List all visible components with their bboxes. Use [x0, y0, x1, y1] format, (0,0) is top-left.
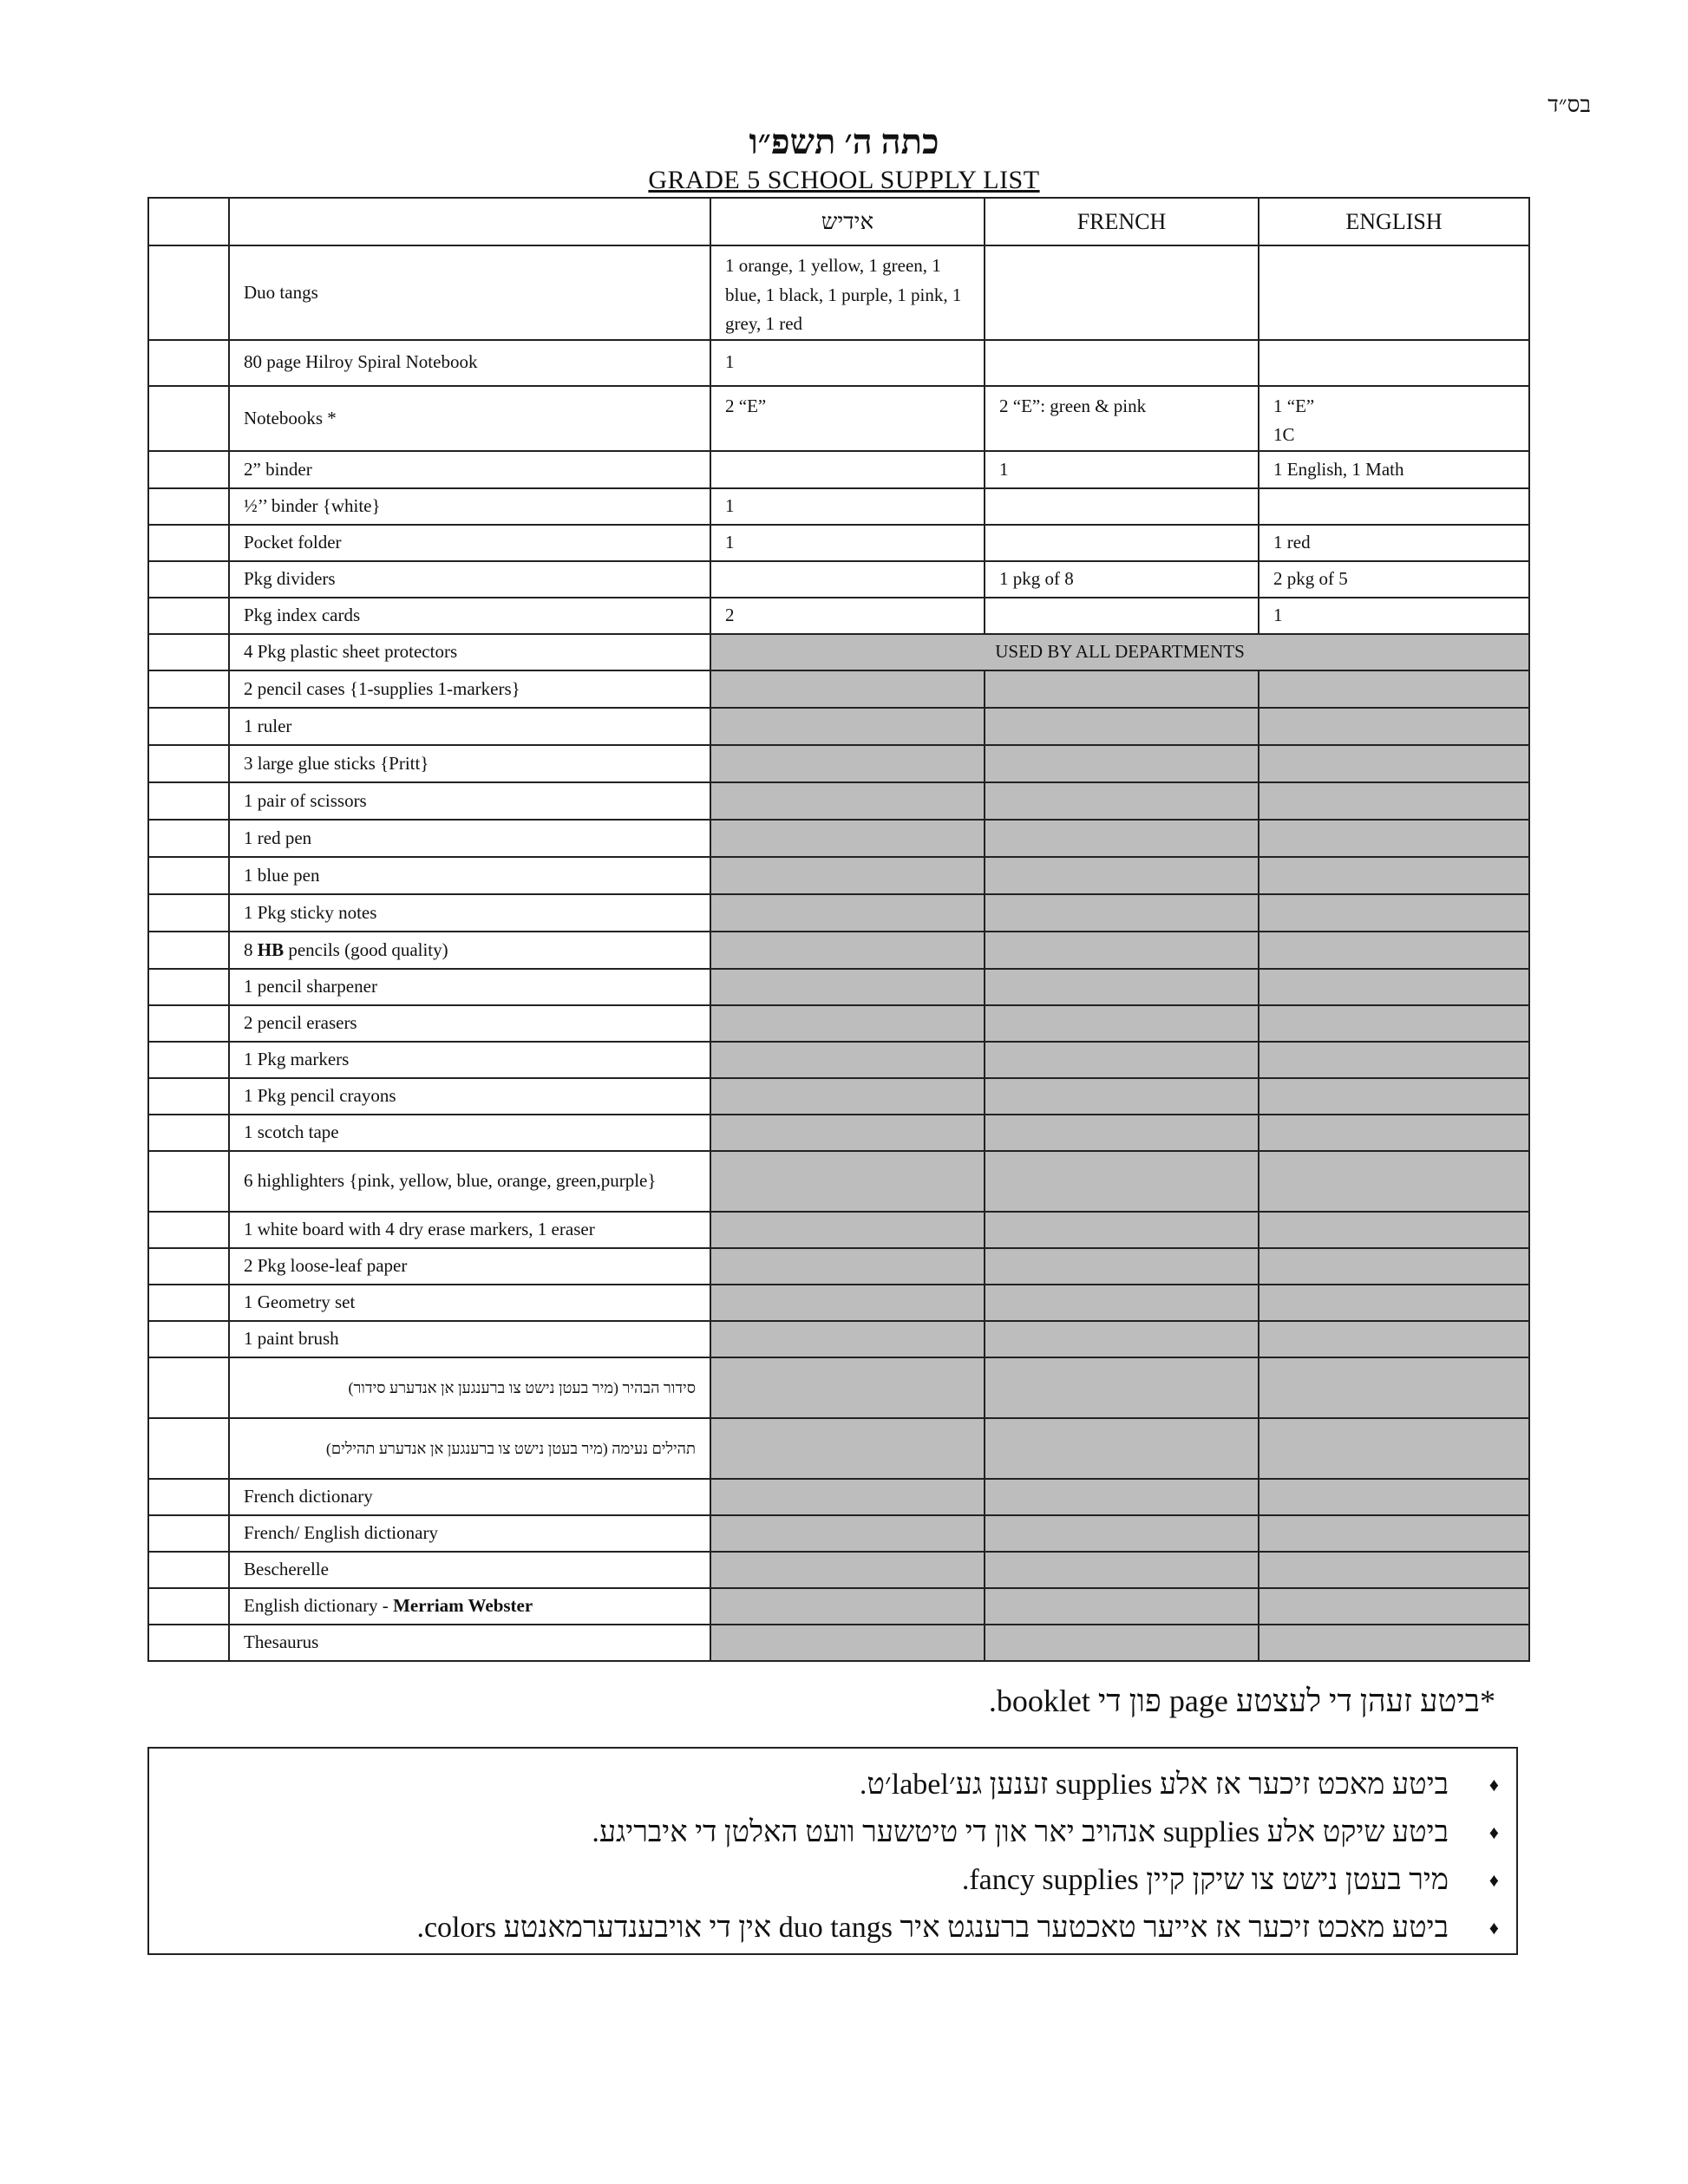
check-cell	[148, 857, 229, 894]
french-cell: 2 “E”: green & pink	[985, 386, 1259, 451]
check-cell	[148, 1005, 229, 1042]
check-cell	[148, 488, 229, 525]
english-cell	[1259, 670, 1529, 708]
english-cell	[1259, 1078, 1529, 1115]
french-cell	[985, 820, 1259, 857]
check-cell	[148, 1115, 229, 1151]
table-row	[148, 1285, 1529, 1321]
english-title: GRADE 5 SCHOOL SUPPLY LIST	[648, 166, 1040, 194]
item-cell: 3 large glue sticks {Pritt}	[229, 745, 710, 782]
check-cell	[148, 1212, 229, 1248]
item-cell: תהילים נעימה (מיר בעטן נישט צו ברענגען אן אנדערע תהילים)	[229, 1418, 710, 1479]
all-departments-cell: USED BY ALL DEPARTMENTS	[710, 634, 1529, 670]
item-cell: 8 HB pencils (good quality)	[229, 932, 710, 969]
check-cell	[148, 708, 229, 745]
check-cell	[148, 932, 229, 969]
booklet-note: *ביטע זעהן די לעצטע page פון די booklet.	[988, 1684, 1495, 1718]
english-cell: 1 English, 1 Math	[1259, 451, 1529, 488]
english-cell	[1259, 1418, 1529, 1479]
french-cell: 1	[985, 451, 1259, 488]
yiddish-cell	[710, 1479, 985, 1515]
english-cell	[1259, 857, 1529, 894]
french-cell	[985, 1285, 1259, 1321]
item-cell: French/ English dictionary	[229, 1515, 710, 1552]
french-cell	[985, 1552, 1259, 1588]
table-row	[148, 1248, 1529, 1285]
table-row	[148, 1212, 1529, 1248]
french-cell	[985, 745, 1259, 782]
yiddish-cell	[710, 1005, 985, 1042]
check-cell	[148, 598, 229, 634]
item-cell: 1 scotch tape	[229, 1115, 710, 1151]
english-cell	[1259, 488, 1529, 525]
instruction-item	[416, 1856, 1499, 1904]
item-cell: 2” binder	[229, 451, 710, 488]
item-cell: 1 Pkg markers	[229, 1042, 710, 1078]
yiddish-cell: 1	[710, 340, 985, 386]
english-cell: 1	[1259, 598, 1529, 634]
table-row	[148, 1552, 1529, 1588]
check-cell	[148, 1588, 229, 1625]
yiddish-cell: 1 orange, 1 yellow, 1 green, 1 blue, 1 black, 1 purple, 1 pink, 1 grey, 1 red	[710, 245, 985, 340]
item-cell: Duo tangs	[229, 245, 710, 340]
item-cell: 1 red pen	[229, 820, 710, 857]
table-row	[148, 670, 1529, 708]
table-row	[148, 451, 1529, 488]
check-cell	[148, 245, 229, 340]
check-cell	[148, 820, 229, 857]
french-cell	[985, 857, 1259, 894]
yiddish-cell	[710, 932, 985, 969]
header-cell-yiddish: אידיש	[710, 198, 985, 245]
yiddish-cell	[710, 969, 985, 1005]
french-cell	[985, 1005, 1259, 1042]
yiddish-cell	[710, 1151, 985, 1212]
french-cell	[985, 1418, 1259, 1479]
english-cell	[1259, 1321, 1529, 1357]
yiddish-cell	[710, 1115, 985, 1151]
yiddish-cell	[710, 857, 985, 894]
check-cell	[148, 1515, 229, 1552]
french-cell	[985, 1321, 1259, 1357]
item-cell: 1 blue pen	[229, 857, 710, 894]
diamond-bullet-icon: ♦	[1488, 1774, 1499, 1795]
french-cell	[985, 708, 1259, 745]
instructions-box	[147, 1747, 1518, 1955]
item-cell: 1 Pkg pencil crayons	[229, 1078, 710, 1115]
header-cell-english: ENGLISH	[1259, 198, 1529, 245]
yiddish-cell	[710, 1357, 985, 1418]
english-cell	[1259, 1357, 1529, 1418]
check-cell	[148, 1321, 229, 1357]
french-cell	[985, 245, 1259, 340]
header-cell-blank	[148, 198, 229, 245]
english-cell	[1259, 932, 1529, 969]
english-cell	[1259, 1285, 1529, 1321]
instructions-list	[416, 1761, 1499, 1952]
check-cell	[148, 1479, 229, 1515]
item-cell: 2 Pkg loose-leaf paper	[229, 1248, 710, 1285]
check-cell	[148, 1078, 229, 1115]
yiddish-cell	[710, 561, 985, 598]
table-row	[148, 820, 1529, 857]
yiddish-cell	[710, 1042, 985, 1078]
yiddish-cell	[710, 1515, 985, 1552]
english-cell	[1259, 1115, 1529, 1151]
table-row	[148, 634, 1529, 670]
hebrew-title: כתה ה׳ תשפ״ו	[749, 122, 939, 161]
english-cell	[1259, 1625, 1529, 1661]
french-cell	[985, 1151, 1259, 1212]
item-cell: 2 pencil erasers	[229, 1005, 710, 1042]
french-cell: 1 pkg of 8	[985, 561, 1259, 598]
english-cell	[1259, 820, 1529, 857]
item-cell: 1 Geometry set	[229, 1285, 710, 1321]
table-row	[148, 1479, 1529, 1515]
check-cell	[148, 1042, 229, 1078]
english-cell	[1259, 1552, 1529, 1588]
header-cell-french: FRENCH	[985, 198, 1259, 245]
item-cell: 1 pair of scissors	[229, 782, 710, 820]
english-cell	[1259, 1151, 1529, 1212]
english-cell	[1259, 1042, 1529, 1078]
check-cell	[148, 1625, 229, 1661]
check-cell	[148, 782, 229, 820]
check-cell	[148, 1285, 229, 1321]
item-cell: French dictionary	[229, 1479, 710, 1515]
table-row	[148, 1042, 1529, 1078]
yiddish-cell	[710, 1212, 985, 1248]
english-cell	[1259, 245, 1529, 340]
english-cell	[1259, 1588, 1529, 1625]
item-cell: 80 page Hilroy Spiral Notebook	[229, 340, 710, 386]
yiddish-cell	[710, 1588, 985, 1625]
english-cell	[1259, 782, 1529, 820]
item-cell: 1 ruler	[229, 708, 710, 745]
table-header-row	[148, 198, 1529, 245]
french-cell	[985, 1078, 1259, 1115]
instruction-text: ביטע שיקט אלע supplies אנהויב יאר און די טיטשער וועט האלטן די איבריגע.	[592, 1816, 1449, 1848]
english-cell-line: 1C	[1273, 424, 1295, 446]
check-cell	[148, 1248, 229, 1285]
check-cell	[148, 1151, 229, 1212]
check-cell	[148, 745, 229, 782]
french-cell	[985, 1248, 1259, 1285]
item-cell: 4 Pkg plastic sheet protectors	[229, 634, 710, 670]
check-cell	[148, 634, 229, 670]
yiddish-cell	[710, 1552, 985, 1588]
table-row	[148, 745, 1529, 782]
instruction-text: מיר בעטן נישט צו שיקן קיין fancy supplies.	[961, 1864, 1449, 1896]
yiddish-cell	[710, 451, 985, 488]
yiddish-cell: 1	[710, 525, 985, 561]
yiddish-cell	[710, 1285, 985, 1321]
french-cell	[985, 525, 1259, 561]
table-row	[148, 1321, 1529, 1357]
item-cell: Notebooks *	[229, 386, 710, 451]
item-cell: 1 white board with 4 dry erase markers, 1 eraser	[229, 1212, 710, 1248]
yiddish-cell: 2 “E”	[710, 386, 985, 451]
item-cell: Bescherelle	[229, 1552, 710, 1588]
table-row	[148, 525, 1529, 561]
diamond-bullet-icon: ♦	[1488, 1917, 1499, 1939]
check-cell	[148, 1418, 229, 1479]
english-cell	[1259, 386, 1529, 451]
header-cell-item	[229, 198, 710, 245]
item-cell: 1 pencil sharpener	[229, 969, 710, 1005]
english-cell: 1 red	[1259, 525, 1529, 561]
check-cell	[148, 525, 229, 561]
check-cell	[148, 670, 229, 708]
table-row	[148, 1357, 1529, 1418]
english-cell-line: 1 “E”	[1273, 395, 1315, 416]
table-row	[148, 598, 1529, 634]
table-row	[148, 708, 1529, 745]
check-cell	[148, 1357, 229, 1418]
table-row	[148, 932, 1529, 969]
yiddish-cell	[710, 1078, 985, 1115]
french-cell	[985, 488, 1259, 525]
english-cell	[1259, 1212, 1529, 1248]
yiddish-cell	[710, 894, 985, 932]
table-row	[148, 857, 1529, 894]
table-row	[148, 245, 1529, 340]
english-cell	[1259, 894, 1529, 932]
instruction-item	[416, 1761, 1499, 1808]
bold-text: Merriam Webster	[393, 1595, 533, 1617]
item-cell: Pkg dividers	[229, 561, 710, 598]
instruction-item	[416, 1904, 1499, 1952]
table-row	[148, 894, 1529, 932]
table-row	[148, 340, 1529, 386]
french-cell	[985, 932, 1259, 969]
yiddish-cell	[710, 820, 985, 857]
diamond-bullet-icon: ♦	[1488, 1821, 1499, 1843]
french-cell	[985, 670, 1259, 708]
instruction-item	[416, 1808, 1499, 1856]
check-cell	[148, 561, 229, 598]
instruction-text: ביטע מאכט זיכער אז אלע supplies זענען גע׳label׳ט.	[859, 1769, 1449, 1801]
check-cell	[148, 969, 229, 1005]
english-cell	[1259, 1248, 1529, 1285]
item-cell: 2 pencil cases {1-supplies 1-markers}	[229, 670, 710, 708]
table-row	[148, 561, 1529, 598]
table-row	[148, 1588, 1529, 1625]
table-row	[148, 1625, 1529, 1661]
table-row	[148, 1115, 1529, 1151]
table-row	[148, 969, 1529, 1005]
table-row	[148, 386, 1529, 451]
table-row	[148, 488, 1529, 525]
yiddish-cell	[710, 1248, 985, 1285]
french-cell	[985, 1588, 1259, 1625]
table-row	[148, 1005, 1529, 1042]
table-row	[148, 1515, 1529, 1552]
french-cell	[985, 969, 1259, 1005]
yiddish-cell	[710, 670, 985, 708]
english-cell	[1259, 1479, 1529, 1515]
french-cell	[985, 1357, 1259, 1418]
french-cell	[985, 1479, 1259, 1515]
check-cell	[148, 386, 229, 451]
english-cell	[1259, 1515, 1529, 1552]
bold-text: HB	[257, 938, 285, 960]
item-cell: English dictionary - Merriam Webster	[229, 1588, 710, 1625]
table-row	[148, 1078, 1529, 1115]
french-cell	[985, 340, 1259, 386]
english-cell	[1259, 1005, 1529, 1042]
yiddish-cell: 1	[710, 488, 985, 525]
check-cell	[148, 340, 229, 386]
french-cell	[985, 1115, 1259, 1151]
item-cell: ½’’ binder {white}	[229, 488, 710, 525]
diamond-bullet-icon: ♦	[1488, 1869, 1499, 1891]
check-cell	[148, 451, 229, 488]
english-cell: 2 pkg of 5	[1259, 561, 1529, 598]
yiddish-cell: 2	[710, 598, 985, 634]
item-cell: Thesaurus	[229, 1625, 710, 1661]
french-cell	[985, 1212, 1259, 1248]
table-row	[148, 1418, 1529, 1479]
english-cell	[1259, 745, 1529, 782]
french-cell	[985, 782, 1259, 820]
yiddish-cell	[710, 1625, 985, 1661]
french-cell	[985, 894, 1259, 932]
table-row	[148, 782, 1529, 820]
bsd-header: בס״ד	[1547, 92, 1591, 117]
yiddish-cell	[710, 782, 985, 820]
yiddish-cell	[710, 1321, 985, 1357]
french-cell	[985, 598, 1259, 634]
item-cell: סידור הבהיר (מיר בעטן נישט צו ברענגען אן אנדערע סידור)	[229, 1357, 710, 1418]
french-cell	[985, 1625, 1259, 1661]
table-row	[148, 1151, 1529, 1212]
french-cell	[985, 1515, 1259, 1552]
yiddish-cell	[710, 708, 985, 745]
english-cell	[1259, 969, 1529, 1005]
instruction-text: ביטע מאכט זיכער אז אייער טאכטער ברענגט איר duo tangs אין די אויבענדערמאנטע colors.	[416, 1912, 1449, 1944]
item-cell: Pkg index cards	[229, 598, 710, 634]
yiddish-cell	[710, 745, 985, 782]
check-cell	[148, 1552, 229, 1588]
english-cell	[1259, 340, 1529, 386]
supply-table	[147, 197, 1530, 1662]
yiddish-cell	[710, 1418, 985, 1479]
english-cell	[1259, 708, 1529, 745]
item-cell: Pocket folder	[229, 525, 710, 561]
item-cell: 6 highlighters {pink, yellow, blue, orange, green,purple}	[229, 1151, 710, 1212]
item-cell: 1 Pkg sticky notes	[229, 894, 710, 932]
item-cell: 1 paint brush	[229, 1321, 710, 1357]
french-cell	[985, 1042, 1259, 1078]
check-cell	[148, 894, 229, 932]
